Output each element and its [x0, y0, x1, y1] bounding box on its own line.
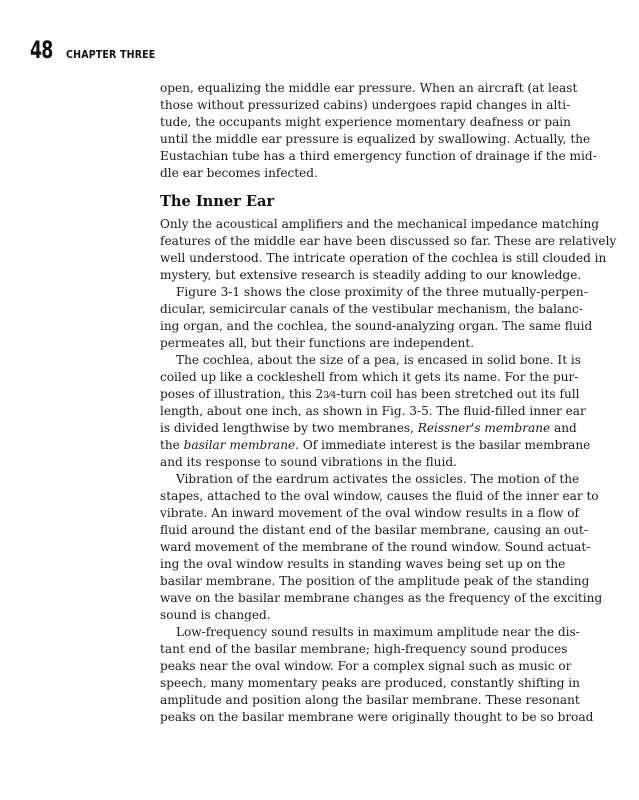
text-line: coiled up like a cockleshell from which it gets its name. For the pur- [160, 370, 579, 384]
page-number: 48 [30, 36, 53, 64]
text-line: until the middle ear pressure is equalized by swallowing. Actually, the [160, 132, 591, 146]
text-line [160, 420, 577, 437]
section-heading: The Inner Ear [160, 193, 275, 210]
text-line: features of the middle ear have been discussed so far. These are relatively [160, 234, 617, 248]
chapter-label: CHAPTER THREE [66, 48, 156, 61]
text-line: vibrate. An inward movement of the oval window results in a flow of [160, 506, 580, 520]
text-line: sound is changed. [160, 608, 271, 622]
text-span: the [160, 438, 184, 452]
text-line: peaks on the basilar membrane were originally thought to be so broad [160, 710, 594, 724]
text-line: open, equalizing the middle ear pressure. When an aircraft (at least [160, 81, 578, 95]
text-line: length, about one inch, as shown in Fig. 3-5. The fluid-filled inner ear [160, 404, 586, 418]
text-line: tant end of the basilar membrane; high-frequency sound produces [160, 642, 568, 656]
paragraph-figure-ref [160, 284, 593, 352]
text-line: permeates all, but their functions are independent. [160, 336, 475, 350]
text-line: peaks near the oval window. For a complex signal such as music or [160, 659, 572, 673]
text-line: Only the acoustical amplifiers and the mechanical impedance matching [160, 217, 600, 231]
paragraph-frequency [160, 624, 594, 726]
text-line: well understood. The intricate operation of the cochlea is still clouded in [160, 251, 607, 265]
text-line: mystery, but extensive research is steadily adding to our knowledge. [160, 268, 582, 282]
text-line: The cochlea, about the size of a pea, is encased in solid bone. It is [176, 353, 581, 367]
text-line: dicular, semicircular canals of the vestibular mechanism, the balanc- [160, 302, 583, 316]
fraction: 3⁄4 [323, 391, 337, 401]
text-span: poses of illustration, this 2 [160, 387, 324, 401]
text-line: amplitude and position along the basilar membrane. These resonant [160, 693, 580, 707]
term-reissners-membrane: Reissner's membrane [417, 421, 551, 435]
text-span: -turn coil has been stretched out its full [336, 387, 580, 401]
text-line: ing organ, and the cochlea, the sound-analyzing organ. The same fluid [160, 319, 593, 333]
text-line [160, 386, 580, 403]
text-span: is divided lengthwise by two membranes, [160, 421, 418, 435]
running-head [30, 38, 170, 62]
text-span: and [550, 421, 577, 435]
text-line: ward movement of the membrane of the round window. Sound actuat- [160, 540, 591, 554]
text-line: stapes, attached to the oval window, causes the fluid of the inner ear to [160, 489, 599, 503]
text-line: ing the oval window results in standing waves being set up on the [160, 557, 566, 571]
paragraph-cochlea [160, 352, 591, 471]
text-line: Figure 3-1 shows the close proximity of the three mutually-perpen- [176, 285, 588, 299]
paragraph-continued [160, 80, 597, 182]
paragraph-intro [160, 216, 617, 284]
text-span: Of immediate interest is the basilar membrane [299, 438, 591, 452]
paragraph-vibration [160, 471, 603, 624]
body-text [160, 80, 617, 726]
text-line: Vibration of the eardrum activates the ossicles. The motion of the [176, 472, 580, 486]
text-line: speech, many momentary peaks are produced, constantly shifting in [160, 676, 580, 690]
text-line: basilar membrane. The position of the amplitude peak of the standing [160, 574, 590, 588]
term-basilar-membrane: basilar membrane. [183, 438, 300, 452]
text-line: those without pressurized cabins) undergoes rapid changes in alti- [160, 98, 571, 112]
text-line [160, 437, 591, 454]
text-line: tude, the occupants might experience momentary deafness or pain [160, 115, 571, 129]
text-line: and its response to sound vibrations in the fluid. [160, 455, 457, 469]
text-line: dle ear becomes infected. [160, 166, 318, 180]
text-line: wave on the basilar membrane changes as the frequency of the exciting [160, 591, 603, 605]
text-line: Low-frequency sound results in maximum amplitude near the dis- [176, 625, 580, 639]
text-line: fluid around the distant end of the basilar membrane, causing an out- [160, 523, 588, 537]
text-line: Eustachian tube has a third emergency function of drainage if the mid- [160, 149, 597, 163]
